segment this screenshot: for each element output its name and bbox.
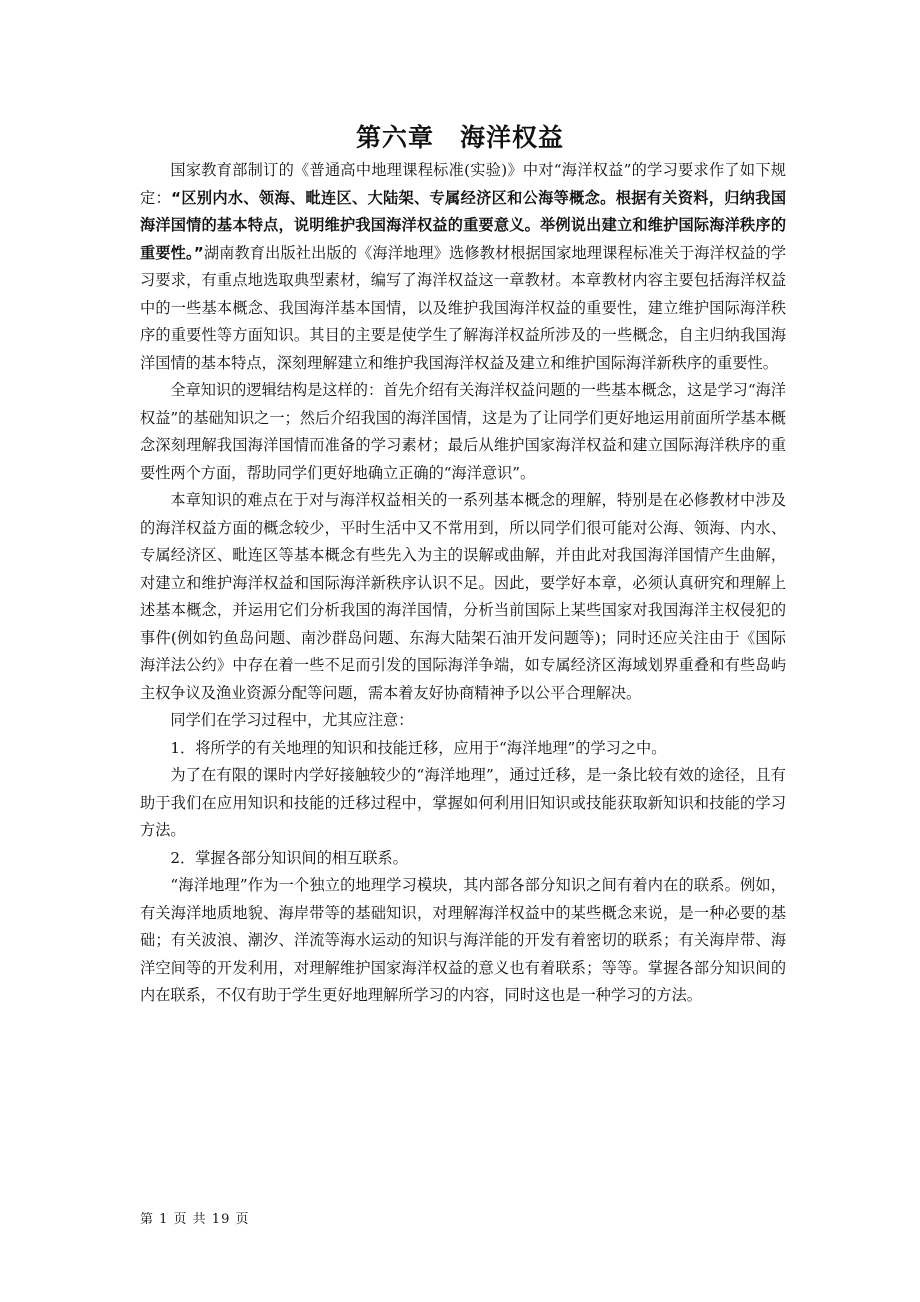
chapter-body — [140, 157, 786, 1010]
paragraph-difficulties: 本章知识的难点在于对与海洋权益相关的一系列基本概念的理解，特别是在必修教材中涉及的海洋权益方面的概念较少，平时生活中又不常用到，所以同学们很可能对公海、领海、内水、专属经济区、毗连区等基本概念有些先入为主的误解或曲解，并由此对我国海洋国情产生曲解，对建立和维护海洋权益和国际海洋新秩序认识不足。因此，要学好本章，必须认真研究和理解上述基本概念，并运用它们分析我国的海洋国情，分析当前国际上某些国家对我国海洋主权侵犯的事件(例如钓鱼岛问题、南沙群岛问题、东海大陆架石油开发问题等)；同时还应关注由于《国际海洋法公约》中存在着一些不足而引发的国际海洋争端，如专属经济区海域划界重叠和有些岛屿主权争议及渔业资源分配等问题，需本着友好协商精神予以公平合理解决。 — [140, 491, 786, 702]
list-item-1-text: 为了在有限的课时内学好接触较少的“海洋地理”，通过迁移，是一条比较有效的途径，且有助于我们在应用知识和技能的迁移过程中，掌握如何利用旧知识或技能获取新知识和技能的学习方法。 — [140, 766, 786, 839]
list-item-2-heading: 2．掌握各部分知识间的相互联系。 — [170, 848, 408, 867]
list-item-1-heading: 1．将所学的有关地理的知识和技能迁移，应用于“海洋地理”的学习之中。 — [170, 738, 667, 757]
paragraph-text: 国家教育部制订的《普通高中地理课程标准(实验)》中对“海洋权益”的学习要求作了如下规定： — [140, 161, 786, 207]
paragraph-curriculum-standard — [140, 157, 786, 377]
standard-requirement-quote: “区别内水、领海、毗连区、大陆架、专属经济区和公海等概念。根据有关资料，归纳我国海洋国情的基本特点，说明维护我国海洋权益的重要意义。举例说出建立和维护国际海洋秩序的重要性。” — [140, 188, 787, 262]
paragraph-attention-intro: 同学们在学习过程中，尤其应注意： — [170, 711, 414, 729]
page-number-footer: 第 1 页 共 19 页 — [140, 1212, 250, 1227]
chapter-title: 第六章 海洋权益 — [355, 123, 564, 152]
list-item-2-text: “海洋地理”作为一个独立的地理学习模块，其内部各部分知识之间有着内在的联系。例如，有关海洋地质地貌、海岸带等的基础知识，对理解海洋权益中的某些概念来说，是一种必要的基础；有关波浪、潮汐、洋流等海水运动的知识与海洋能的开发有着密切的联系；有关海岸带、海洋空间等的开发利用，对理解维护国家海洋权益的意义也有着联系；等等。掌握各部分知识间的内在联系，不仅有助于学生更好地理解所学习的内容，同时这也是一种学习的方法。 — [140, 876, 786, 1004]
paragraph-text: 湖南教育出版社出版的《海洋地理》选修教材根据国家地理课程标准关于海洋权益的学习要求，有重点地选取典型素材，编写了海洋权益这一章教材。本章教材内容主要包括海洋权益中的一些基本概念、我国海洋基本国情，以及维护我国海洋权益的重要性，建立维护国际海洋秩序的重要性等方面知识。其目的主要是使学生了解海洋权益所涉及的一些概念，自主归纳我国海洋国情的基本特点，深刻理解建立和维护我国海洋权益及建立和维护国际海洋新秩序的重要性。 — [140, 243, 787, 372]
paragraph-logic-structure: 全章知识的逻辑结构是这样的：首先介绍有关海洋权益问题的一些基本概念，这是学习“海洋权益”的基础知识之一；然后介绍我国的海洋国情，这是为了让同学们更好地运用前面所学基本概念深刻理解我国海洋国情而准备的学习素材；最后从维护国家海洋权益和建立国际海洋秩序的重要性两个方面，帮助同学们更好地确立正确的“海洋意识”。 — [140, 381, 786, 482]
